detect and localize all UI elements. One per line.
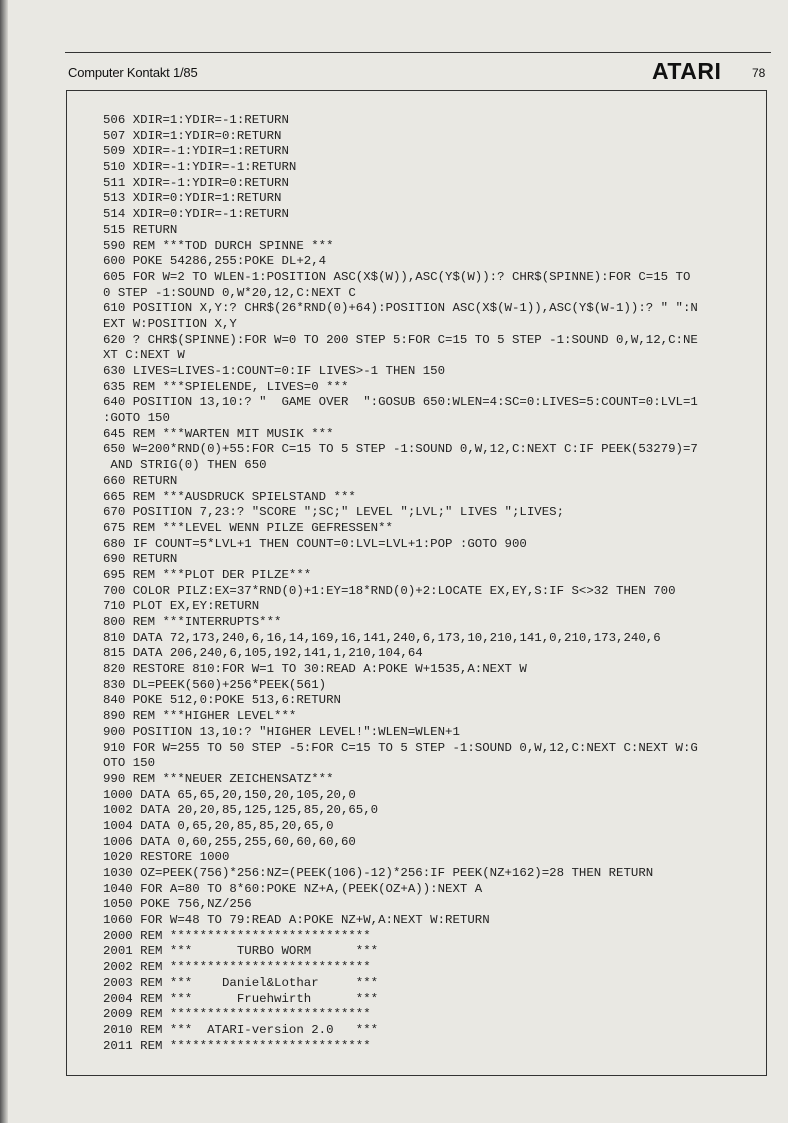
code-line: 700 COLOR PILZ:EX=37*RND(0)+1:EY=18*RND(0)+2:LOCATE EX,EY,S:IF S<>32 THEN 700 <box>103 583 676 598</box>
code-line: 910 FOR W=255 TO 50 STEP -5:FOR C=15 TO 5 STEP -1:SOUND 0,W,12,C:NEXT C:NEXT W:G <box>103 740 698 755</box>
code-line: 670 POSITION 7,23:? "SCORE ";SC;" LEVEL ";LVL;" LIVES ";LIVES; <box>103 505 565 520</box>
code-line: 690 RETURN <box>103 552 178 567</box>
code-line: 665 REM ***AUSDRUCK SPIELSTAND *** <box>103 489 356 504</box>
code-line: 800 REM ***INTERRUPTS*** <box>103 615 282 629</box>
code-line: AND STRIG(0) THEN 650 <box>103 458 267 473</box>
code-line: 810 DATA 72,173,240,6,16,14,169,16,141,240,6,173,10,210,141,0,210,173,240,6 <box>103 630 661 645</box>
code-line: 640 POSITION 13,10:? " GAME OVER ":GOSUB 650:WLEN=4:SC=0:LIVES=5:COUNT=0:LVL=1 <box>103 395 698 410</box>
code-line: 1050 POKE 756,NZ/256 <box>103 897 252 912</box>
page-number: 78 <box>752 66 766 80</box>
brand-label: ATARI <box>652 58 722 84</box>
code-line: 1000 DATA 65,65,20,150,20,105,20,0 <box>103 787 356 802</box>
code-line: 1030 OZ=PEEK(756)*256:NZ=(PEEK(106)-12)*256:IF PEEK(NZ+162)=28 THEN RETURN <box>103 866 654 880</box>
code-line: 2004 REM *** Fruehwirth *** <box>103 991 379 1006</box>
code-line: EXT W:POSITION X,Y <box>103 316 237 331</box>
basic-listing <box>103 113 763 1054</box>
code-line: 506 XDIR=1:YDIR=-1:RETURN <box>103 113 289 127</box>
code-line: :GOTO 150 <box>103 411 170 426</box>
code-line: 1060 FOR W=48 TO 79:READ A:POKE NZ+W,A:NEXT W:RETURN <box>103 913 490 928</box>
code-line: 590 REM ***TOD DURCH SPINNE *** <box>103 238 334 253</box>
code-line: 507 XDIR=1:YDIR=0:RETURN <box>103 128 282 143</box>
code-line: 660 RETURN <box>103 473 178 488</box>
page-edge-shadow <box>0 0 8 1123</box>
code-line: 635 REM ***SPIELENDE, LIVES=0 *** <box>103 379 349 394</box>
code-line: 2009 REM *************************** <box>103 1007 371 1022</box>
code-line: 2000 REM *************************** <box>103 928 371 943</box>
code-line: 1020 RESTORE 1000 <box>103 850 230 865</box>
page-header <box>68 58 774 86</box>
code-line: 675 REM ***LEVEL WENN PILZE GEFRESSEN** <box>103 520 393 535</box>
code-line: 2011 REM *************************** <box>103 1038 371 1053</box>
code-line: 509 XDIR=-1:YDIR=1:RETURN <box>103 144 289 159</box>
code-line: 2001 REM *** TURBO WORM *** <box>103 944 379 959</box>
code-line: 695 REM ***PLOT DER PILZE*** <box>103 567 312 582</box>
code-line: 620 ? CHR$(SPINNE):FOR W=0 TO 200 STEP 5:FOR C=15 TO 5 STEP -1:SOUND 0,W,12,C:NE <box>103 332 698 347</box>
code-line: 680 IF COUNT=5*LVL+1 THEN COUNT=0:LVL=LVL+1:POP :GOTO 900 <box>103 536 527 551</box>
publication-title: Computer Kontakt 1/85 <box>68 65 198 80</box>
code-line: 830 DL=PEEK(560)+256*PEEK(561) <box>103 677 327 692</box>
code-line: 511 XDIR=-1:YDIR=0:RETURN <box>103 175 289 190</box>
code-line: 890 REM ***HIGHER LEVEL*** <box>103 709 297 724</box>
code-line: 820 RESTORE 810:FOR W=1 TO 30:READ A:POKE W+1535,A:NEXT W <box>103 662 527 677</box>
code-line: 600 POKE 54286,255:POKE DL+2,4 <box>103 254 327 269</box>
code-line: 514 XDIR=0:YDIR=-1:RETURN <box>103 207 289 222</box>
code-line: 510 XDIR=-1:YDIR=-1:RETURN <box>103 160 297 175</box>
code-line: 1004 DATA 0,65,20,85,85,20,65,0 <box>103 818 334 833</box>
code-line: 2010 REM *** ATARI-version 2.0 *** <box>103 1022 379 1037</box>
code-line: 900 POSITION 13,10:? "HIGHER LEVEL!":WLEN=WLEN+1 <box>103 724 460 739</box>
code-line: 513 XDIR=0:YDIR=1:RETURN <box>103 191 282 206</box>
code-line: 630 LIVES=LIVES-1:COUNT=0:IF LIVES>-1 THEN 150 <box>103 364 446 378</box>
code-line: 605 FOR W=2 TO WLEN-1:POSITION ASC(X$(W)),ASC(Y$(W)):? CHR$(SPINNE):FOR C=15 TO <box>103 269 691 284</box>
code-line: 650 W=200*RND(0)+55:FOR C=15 TO 5 STEP -1:SOUND 0,W,12,C:NEXT C:IF PEEK(53279)=7 <box>103 442 698 457</box>
code-line: XT C:NEXT W <box>103 348 185 363</box>
code-line: 0 STEP -1:SOUND 0,W*20,12,C:NEXT C <box>103 285 356 300</box>
code-line: 1040 FOR A=80 TO 8*60:POKE NZ+A,(PEEK(OZ+A)):NEXT A <box>103 881 483 896</box>
code-line: 815 DATA 206,240,6,105,192,141,1,210,104,64 <box>103 646 423 661</box>
code-line: 2002 REM *************************** <box>103 960 371 975</box>
code-line: 645 REM ***WARTEN MIT MUSIK *** <box>103 426 334 441</box>
code-line: 710 PLOT EX,EY:RETURN <box>103 599 260 614</box>
code-line: 840 POKE 512,0:POKE 513,6:RETURN <box>103 693 341 708</box>
code-line: 515 RETURN <box>103 222 178 237</box>
header-rule <box>65 52 771 53</box>
code-line: 1006 DATA 0,60,255,255,60,60,60,60 <box>103 834 356 849</box>
code-line: 610 POSITION X,Y:? CHR$(26*RND(0)+64):POSITION ASC(X$(W-1)),ASC(Y$(W-1)):? " ":N <box>103 301 698 316</box>
code-line: 1002 DATA 20,20,85,125,125,85,20,65,0 <box>103 803 379 818</box>
code-line: 990 REM ***NEUER ZEICHENSATZ*** <box>103 771 334 786</box>
code-line: 2003 REM *** Daniel&Lothar *** <box>103 975 379 990</box>
code-line: OTO 150 <box>103 756 156 771</box>
